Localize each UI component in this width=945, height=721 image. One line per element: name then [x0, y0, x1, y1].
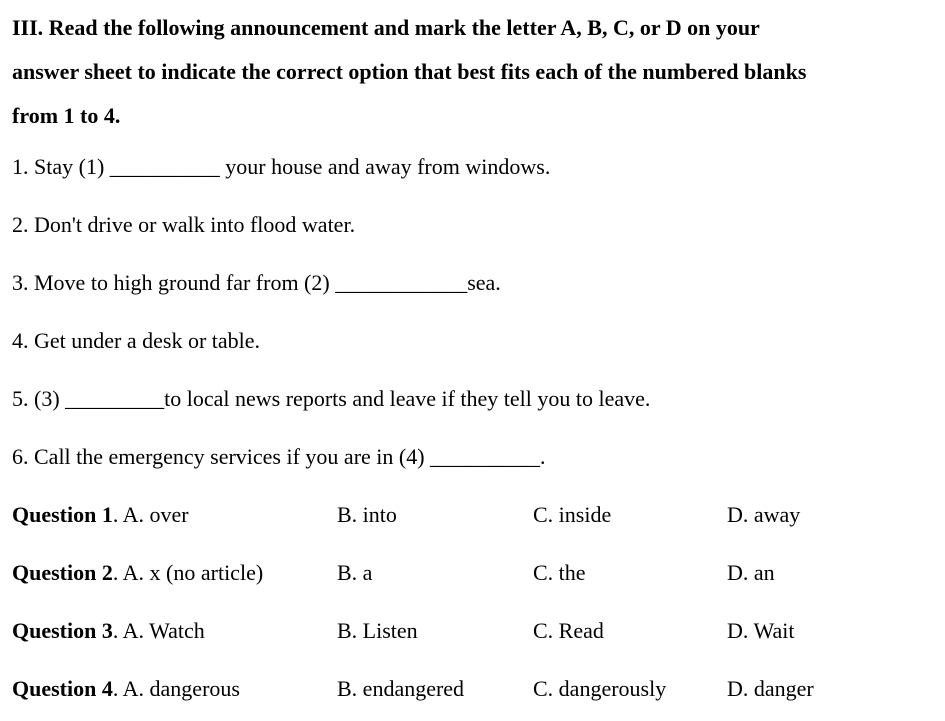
question-1-option-a: A. over: [122, 502, 189, 527]
question-row-1: [12, 486, 935, 544]
question-2-separator: .: [112, 560, 123, 585]
announcement-item-2: 2. Don't drive or walk into flood water.: [12, 212, 356, 237]
announcement-item-1: 1. Stay (1) __________ your house and away from windows.: [12, 154, 551, 179]
question-3-option-a: A. Watch: [122, 618, 205, 643]
question-1-separator: .: [112, 502, 123, 527]
announcement-item-5: 5. (3) _________to local news reports and leave if they tell you to leave.: [12, 386, 651, 411]
question-2-option-d: D. an: [727, 560, 775, 585]
question-1-option-b: B. into: [337, 502, 397, 527]
question-3-separator: .: [112, 618, 123, 643]
announcement-item-3: 3. Move to high ground far from (2) ____________sea.: [12, 270, 501, 295]
question-2-label: Question 2: [12, 560, 113, 585]
heading-line-2: answer sheet to indicate the correct option that best fits each of the numbered blanks: [12, 59, 807, 84]
question-4-separator: .: [112, 676, 123, 701]
question-4-option-d: D. danger: [727, 676, 814, 701]
question-2-option-a: A. x (no article): [122, 560, 264, 585]
question-2-option-b: B. a: [337, 560, 373, 585]
question-3-option-a-cell: [12, 602, 337, 660]
question-3-option-c: C. Read: [533, 618, 604, 643]
question-3-option-b: B. Listen: [337, 618, 418, 643]
question-4-option-a-cell: [12, 660, 337, 718]
question-1-option-c: C. inside: [533, 502, 612, 527]
question-2-option-a-cell: [12, 544, 337, 602]
question-4-label: Question 4: [12, 676, 113, 701]
announcement-item-4: 4. Get under a desk or table.: [12, 328, 261, 353]
question-row-3: [12, 602, 935, 660]
question-1-option-d: D. away: [727, 502, 801, 527]
section-heading: [12, 6, 935, 138]
question-4-option-c: C. dangerously: [533, 676, 667, 701]
question-row-2: [12, 544, 935, 602]
announcement-item-6: 6. Call the emergency services if you are in (4) __________.: [12, 444, 546, 469]
question-1-option-a-cell: [12, 486, 337, 544]
question-row-4: [12, 660, 935, 718]
question-4-option-b: B. endangered: [337, 676, 465, 701]
heading-line-1: III. Read the following announcement and mark the letter A, B, C, or D on your: [12, 15, 760, 40]
announcement-list: [12, 138, 935, 486]
question-3-option-d: D. Wait: [727, 618, 795, 643]
question-2-option-c: C. the: [533, 560, 586, 585]
question-3-label: Question 3: [12, 618, 113, 643]
question-4-option-a: A. dangerous: [122, 676, 240, 701]
questions-block: [12, 486, 935, 718]
question-1-label: Question 1: [12, 502, 113, 527]
heading-line-3: from 1 to 4.: [12, 103, 121, 128]
